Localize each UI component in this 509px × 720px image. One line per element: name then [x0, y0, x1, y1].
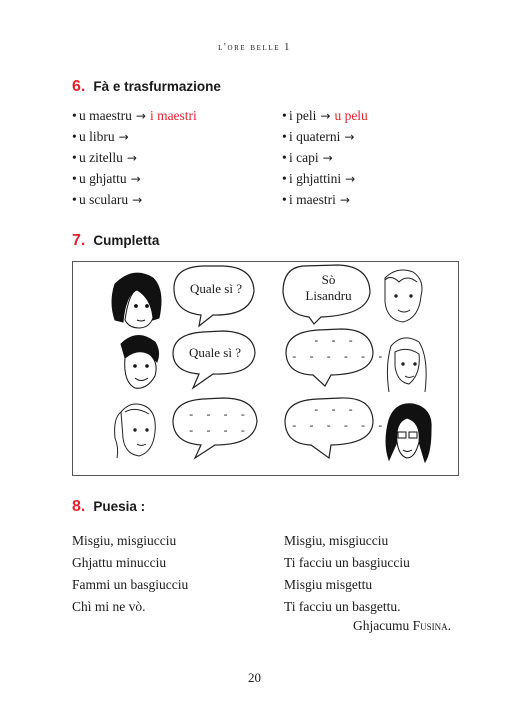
face-girl-bob — [112, 273, 161, 328]
blank-line: - - - - - - — [291, 421, 386, 433]
exercise-item: • i peli → u pelu — [282, 105, 368, 126]
section-7-heading — [72, 232, 159, 250]
blank-line: - - - — [313, 405, 357, 417]
arrow-icon: → — [132, 193, 143, 207]
page-number: 20 — [248, 670, 261, 685]
bubble-3-text: Quale sì ? — [189, 345, 241, 360]
arrow-icon: → — [344, 130, 355, 144]
exercise-item: • i maestri → — [282, 189, 368, 210]
arrow-icon: → — [339, 193, 350, 207]
bubble-2-text — [291, 272, 366, 304]
blank-line: - - - — [313, 336, 357, 348]
bubble-2-line-2: Lisandru — [305, 288, 352, 303]
answer-text: i maestri — [149, 108, 197, 123]
poem-line: Ti facciu un basgettu. — [284, 599, 401, 614]
arrow-icon: → — [118, 130, 129, 144]
dialogue-illustration — [73, 262, 460, 477]
bubble-2-line-1: Sò — [321, 272, 336, 287]
section-8-title: Puesia : — [93, 499, 146, 514]
arrow-icon: → — [320, 109, 331, 123]
face-woman-glasses — [386, 404, 431, 462]
exercise-item: • u maestru → i maestri — [72, 105, 197, 126]
poem-right-stanza — [284, 530, 410, 618]
arrow-icon: → — [345, 172, 356, 186]
poem-line: Fammi un basgiucciu — [72, 577, 189, 592]
exercise-item: • i ghjattini → — [282, 168, 368, 189]
section-8-number: 8. — [72, 498, 86, 515]
poem-line: Ti facciu un basgiucciu — [284, 555, 410, 570]
exercise-item: • u libru → — [72, 126, 197, 147]
exercise-item: • i quaterni → — [282, 126, 368, 147]
author-last-name: Fusina. — [412, 618, 451, 633]
section-6-title: Fà e trasfurmazione — [93, 79, 221, 94]
blank-line: - - - - — [187, 426, 249, 438]
blank-line: - - - - - - — [291, 352, 386, 364]
poem-line: Misgiu, misgiucciu — [284, 533, 389, 548]
answer-text: u pelu — [334, 108, 368, 123]
section-6-heading — [72, 78, 221, 96]
arrow-icon: → — [322, 151, 333, 165]
poem-line: Misgiu, misgiucciu — [72, 533, 177, 548]
face-girl-long-hair — [387, 338, 426, 392]
face-boy-fringe — [385, 270, 422, 322]
face-girl-ponytail — [115, 404, 156, 458]
section-8-heading — [72, 498, 145, 516]
poem-author — [353, 618, 451, 634]
poem-line: Misgiu misgettu — [284, 577, 373, 592]
exercise-item: • i capi → — [282, 147, 368, 168]
poem-line: Chì mi ne vò. — [72, 599, 146, 614]
section-7-number: 7. — [72, 232, 86, 249]
arrow-icon: → — [135, 109, 146, 123]
bubble-1-text: Quale sì ? — [190, 281, 242, 296]
arrow-icon: → — [126, 151, 137, 165]
running-head: l'ore belle 1 — [218, 42, 291, 53]
poem-line: Ghjattu minucciu — [72, 555, 167, 570]
dialogue-exercise-box — [72, 261, 459, 476]
exercise-left-column — [72, 105, 197, 210]
exercise-item: • u scularu → — [72, 189, 197, 210]
section-6-number: 6. — [72, 78, 86, 95]
exercise-item: • u ghjattu → — [72, 168, 197, 189]
arrow-icon: → — [130, 172, 141, 186]
author-first-name: Ghjacumu — [352, 618, 410, 633]
section-7-title: Cumpletta — [93, 233, 160, 248]
blank-line: - - - - — [187, 410, 249, 422]
exercise-item: • u zitellu → — [72, 147, 197, 168]
poem-left-stanza — [72, 530, 188, 618]
face-boy-smiling — [121, 335, 159, 388]
exercise-right-column — [282, 105, 368, 210]
